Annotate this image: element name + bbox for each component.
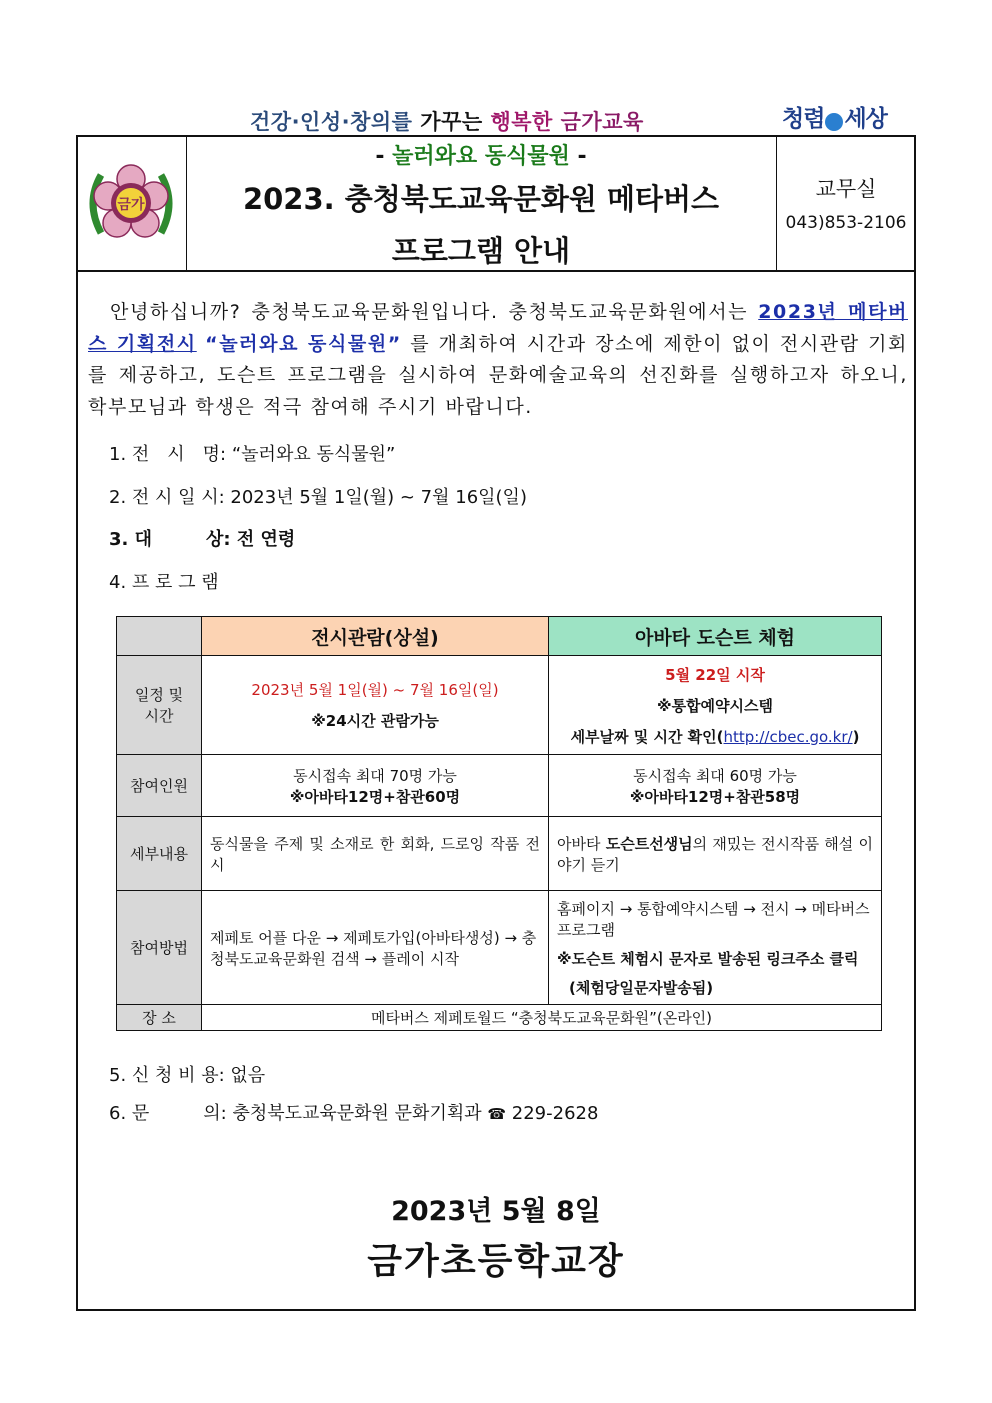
cell-place-value: 메타버스 제페토월드 “충청북도교육문화원”(온라인) (202, 1005, 882, 1031)
cbec-link[interactable]: http://cbec.go.kr/ (723, 727, 853, 746)
item-exhibition-name: 1. 전 시 명: “놀러와요 동식물원” (109, 444, 396, 465)
table-corner-cell (117, 617, 202, 656)
item-inquiry (109, 1099, 598, 1125)
exhibit-24h-note: ※24시간 관람가능 (311, 712, 439, 730)
intro-text-2 (197, 333, 205, 355)
cell-schedule-exhibit (202, 656, 549, 755)
row-label-schedule (117, 656, 202, 755)
inquiry-text: 6. 문 의: 충청북도교육문화원 문화기획과 (109, 1103, 488, 1124)
subtitle-dash-left: - (375, 144, 393, 169)
document-date: 2023년 5월 8일 (391, 1196, 601, 1227)
slogan (250, 106, 644, 136)
integrity-brand-logo (782, 100, 912, 134)
emblem-text: 금가 (117, 197, 145, 213)
department-name: 교무실 (815, 177, 877, 201)
avatar-start-date: 5월 22일 시작 (665, 665, 765, 684)
slogan-part-2: 가꾸는 (420, 110, 491, 134)
cell-people-exhibit (202, 755, 549, 817)
avatar-detail-line (557, 726, 873, 747)
document-frame (76, 135, 916, 1311)
content-avatar-c: 의 재밌는 전시작품 해설 이야기 듣기 (557, 834, 873, 874)
table-row-schedule (117, 656, 882, 755)
department-phone: 043)853-2106 (785, 213, 907, 233)
table-row-method (117, 891, 882, 1005)
item-target: 3. 대 상: 전 연령 (109, 529, 296, 550)
header-title-cell (186, 137, 776, 270)
slogan-part-3: 행복한 (490, 110, 561, 134)
row-label-method: 참여방법 (117, 891, 202, 1005)
content-avatar-a: 아바타 (557, 834, 606, 853)
item-exhibition-date: 2. 전 시 일 시: 2023년 5월 1일(월) ~ 7월 16일(일) (109, 487, 527, 508)
page-title-line-2: 프로그램 안내 (391, 234, 571, 268)
col-header-avatar: 아바타 도슨트 체험 (549, 617, 882, 656)
item-program: 4. 프 로 그 램 (109, 572, 219, 593)
content-avatar-docent: 도슨트선생님 (605, 834, 693, 853)
program-table (116, 616, 882, 1031)
cell-content-avatar (549, 817, 882, 891)
avatar-people-detail: ※아바타12명+참관58명 (629, 787, 801, 806)
brand-globe-icon (825, 113, 843, 131)
subtitle (186, 139, 776, 170)
row-label-schedule-1: 일정 및 (134, 686, 184, 704)
cell-schedule-avatar (549, 656, 882, 755)
table-row-place (117, 1005, 882, 1031)
row-label-schedule-2: 시간 (144, 707, 174, 725)
exhibit-people-detail: ※아바타12명+참관60명 (289, 787, 461, 806)
table-row-people (117, 755, 882, 817)
table-header-row (117, 617, 882, 656)
avatar-detail-close: ) (852, 727, 860, 746)
signer-name: 금가초등학교장 (367, 1241, 625, 1282)
col-header-exhibit: 전시관람(상설) (202, 617, 549, 656)
exhibit-people-max: 동시접속 최대 70명 가능 (293, 766, 457, 785)
intro-highlight: 2023년 메타버스 기획전시 (88, 301, 908, 355)
subtitle-text: 놀러와요 동식물원 (392, 144, 570, 169)
subtitle-dash-right: - (569, 144, 587, 169)
slogan-part-1: 건강·인성·창의를 (250, 110, 421, 134)
cell-content-exhibit: 동식물을 주제 및 소재로 한 회화, 드로잉 작품 전시 (202, 817, 549, 891)
intro-paragraph (88, 297, 908, 423)
brand-right-text: 세상 (844, 106, 887, 132)
method-avatar-day-note: (체험당일문자발송됨) (569, 978, 714, 997)
method-avatar-path: 홈페이지 → 통합예약시스템 → 전시 → 메타버스 프로그램 (557, 899, 870, 939)
school-emblem-icon (78, 137, 186, 270)
school-emblem-cell (78, 137, 187, 270)
avatar-reservation-note: ※통합예약시스템 (656, 696, 773, 715)
contact-cell (776, 137, 915, 270)
document-header (78, 137, 914, 272)
row-label-place: 장 소 (117, 1005, 202, 1031)
cell-people-avatar (549, 755, 882, 817)
cell-method-avatar (549, 891, 882, 1005)
method-avatar-link-note: ※도슨트 체험시 문자로 발송된 링크주소 클릭 (557, 949, 859, 968)
intro-text-1: 안녕하십니까? 충청북도교육문화원입니다. 충청북도교육문화원에서는 (110, 301, 759, 323)
page-title-line-1: 2023. 충청북도교육문화원 메타버스 (242, 182, 720, 216)
avatar-people-max: 동시접속 최대 60명 가능 (633, 766, 797, 785)
intro-quote: “놀러와요 동식물원” (205, 332, 402, 355)
row-label-content: 세부내용 (117, 817, 202, 891)
avatar-detail-text: 세부날짜 및 시간 확인( (570, 727, 724, 746)
intro-text-3: 를 개최하여 시간과 장소에 제한이 없이 전시관람 기회를 제공하고, 도슨트 프로그램을 실시하여 문화예술교육의 선진화를 실행하고자 하오니, 학부모님과 학생은 적극 참여해 주시기 바랍니다. (88, 332, 908, 418)
phone-icon: ☎ (487, 1105, 507, 1123)
row-label-people: 참여인원 (117, 755, 202, 817)
brand-left-text: 청렴 (782, 106, 825, 132)
slogan-part-4: 금가교육 (560, 110, 644, 134)
exhibit-date-range: 2023년 5월 1일(월) ~ 7월 16일(일) (251, 681, 499, 699)
cell-method-exhibit: 제페토 어플 다운 → 제페토가입(아바타생성) → 충청북도교육문화원 검색 → 플레이 시작 (202, 891, 549, 1005)
inquiry-phone: 229-2628 (511, 1103, 599, 1124)
item-fee: 5. 신 청 비 용: 없음 (109, 1065, 266, 1086)
table-row-content (117, 817, 882, 891)
